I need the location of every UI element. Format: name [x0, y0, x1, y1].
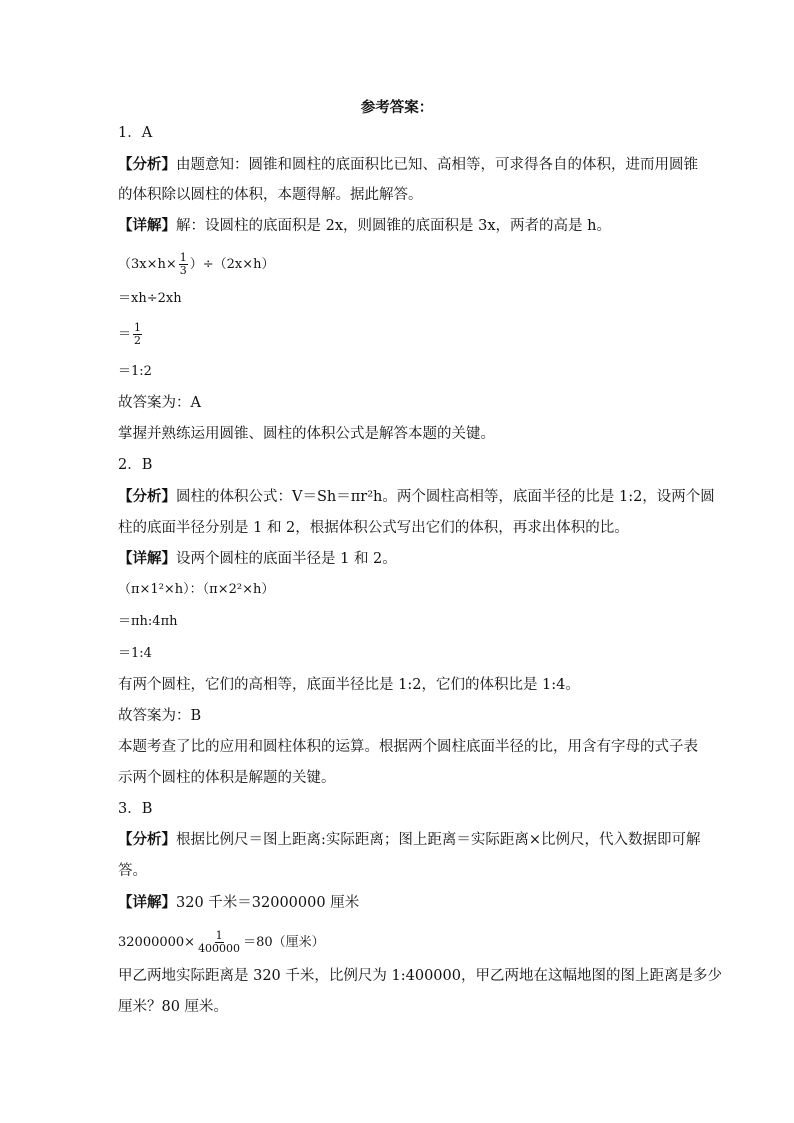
- q1-step2-pre: ＝: [118, 326, 132, 342]
- q2-conclusion: 有两个圆柱，它们的高相等，底面半径比是 1:2，它们的体积比是 1:4。: [118, 677, 580, 693]
- q1-heading: 1．A: [118, 125, 153, 141]
- q1-step-2: [118, 322, 684, 347]
- q3-analysis-line-1: [118, 830, 701, 850]
- q1-answer: 故答案为：A: [118, 395, 201, 411]
- q2-summary-line-2: 示两个圆柱的体积是解题的关键。: [118, 770, 336, 786]
- q3-expr-fraction: [197, 930, 241, 955]
- q2-analysis-tag: 【分析】: [118, 488, 176, 505]
- q1-detail-text-1: 解：设圆柱的底面积是 2x，则圆锥的底面积是 3x，两者的高是 h。: [176, 218, 611, 234]
- q1-expr-pre: （3x×h×: [118, 256, 177, 272]
- q3-analysis-text-1: 根据比例尺＝图上距离:实际距离；图上距离＝实际距离×比例尺，代入数据即可解: [176, 832, 701, 848]
- q3-expression: [118, 930, 684, 955]
- q2-heading: 2．B: [118, 457, 153, 473]
- q1-expr-fraction: [179, 252, 188, 277]
- q1-analysis-text-1: 由题意知：圆锥和圆柱的底面积比已知、高相等，可求得各自的体积，进而用圆锥: [176, 157, 698, 173]
- q3-detail-line-1: [118, 893, 684, 913]
- q1-summary: 掌握并熟练运用圆锥、圆柱的体积公式是解答本题的关键。: [118, 426, 495, 442]
- q1-step-3: ＝1:2: [118, 364, 152, 379]
- q2-expression: （π×1²×h）：（π×2²×h）: [118, 582, 275, 597]
- q3-heading: 3．B: [118, 801, 153, 817]
- q3-expr-frac-num: 1: [215, 929, 223, 942]
- q1-analysis-line-2: 的体积除以圆柱的体积，本题得解。据此解答。: [118, 187, 423, 203]
- q3-conclusion-line-1: 甲乙两地实际距离是 320 千米，比例尺为 1:400000，甲乙两地在这幅地图的图上距离是多少: [118, 968, 722, 984]
- q2-summary-line-1: 本题考查了比的应用和圆柱体积的运算。根据两个圆柱底面半径的比，用含有字母的式子表: [118, 739, 698, 755]
- q2-detail-tag: 【详解】: [118, 550, 176, 567]
- q1-analysis-tag: 【分析】: [118, 156, 176, 173]
- q2-analysis-line-1: [118, 487, 715, 507]
- q3-expr-pre: 32000000×: [118, 934, 196, 950]
- q1-detail-tag: 【详解】: [118, 217, 176, 234]
- q3-analysis-line-2: 答。: [118, 863, 147, 879]
- q2-analysis-text-1: 圆柱的体积公式：V＝Sh＝πr²h。两个圆柱高相等，底面半径的比是 1:2，设两个圆: [176, 489, 715, 505]
- q2-detail-line-1: [118, 549, 684, 569]
- q1-step2-frac-num: 1: [134, 321, 142, 334]
- q1-expr-post: ）÷（2x×h）: [189, 256, 275, 272]
- q3-conclusion-line-2: 厘米？80 厘米。: [118, 999, 229, 1015]
- q2-detail-text-1: 设两个圆柱的底面半径是 1 和 2。: [176, 551, 397, 567]
- q3-detail-tag: 【详解】: [118, 894, 176, 911]
- q1-expression: [118, 252, 684, 277]
- page-title: 参考答案：: [360, 99, 434, 116]
- q1-step-1: ＝xh÷2xh: [118, 291, 182, 306]
- q3-expr-frac-den: 400000: [198, 942, 241, 955]
- q2-step-2: ＝1:4: [118, 646, 152, 661]
- q2-answer: 故答案为：B: [118, 708, 202, 724]
- q3-analysis-tag: 【分析】: [118, 831, 176, 848]
- q1-detail-line-1: [118, 216, 684, 236]
- q2-analysis-line-2: 柱的底面半径分别是 1 和 2，根据体积公式写出它们的体积，再求出体积的比。: [118, 520, 629, 536]
- q2-step-1: ＝πh:4πh: [118, 614, 178, 629]
- q1-step2-frac-den: 2: [134, 334, 142, 347]
- q3-expr-post: ＝80（厘米）: [243, 934, 325, 950]
- q1-expr-frac-num: 1: [179, 251, 187, 264]
- q1-expr-frac-den: 3: [179, 264, 187, 277]
- q1-analysis-line-1: [118, 155, 698, 175]
- q3-detail-text-1: 320 千米＝32000000 厘米: [176, 895, 360, 911]
- q1-step2-fraction: [133, 322, 142, 347]
